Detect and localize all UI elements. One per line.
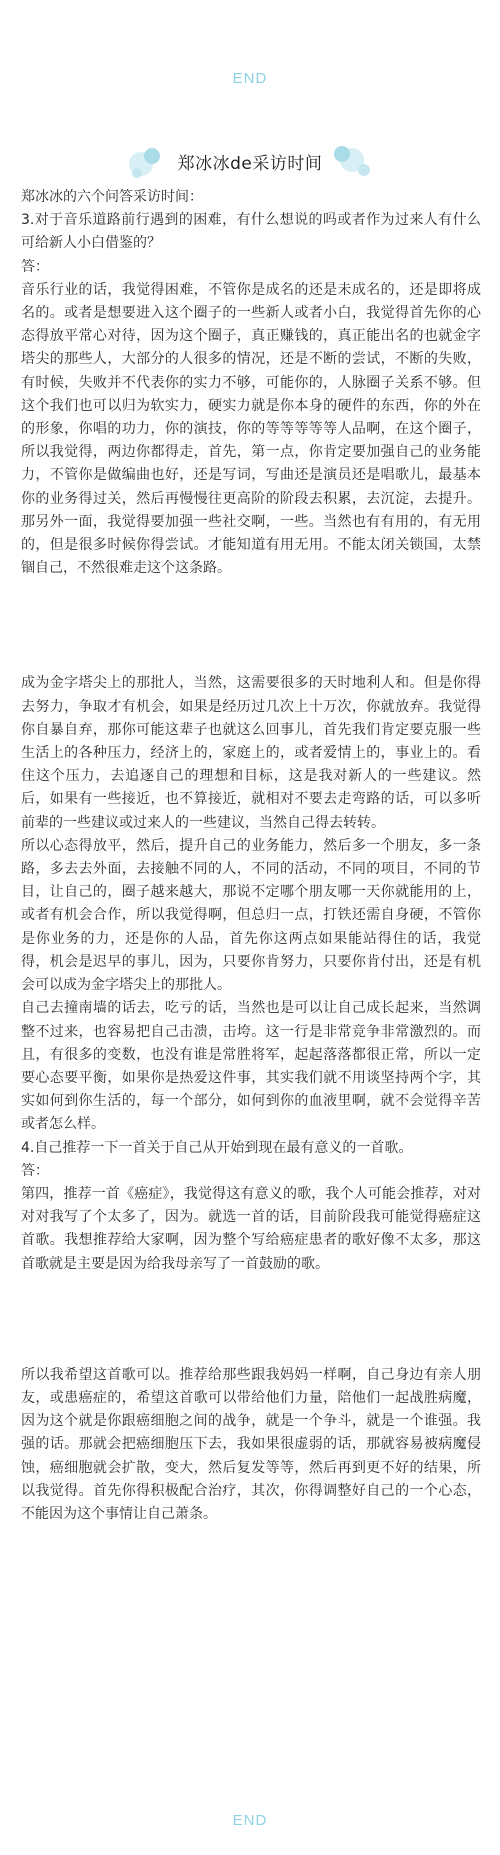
answer-label: 答： bbox=[21, 258, 49, 275]
interview-body bbox=[21, 186, 481, 1526]
section-header bbox=[0, 140, 500, 184]
section-title: 郑冰冰de采访时间 bbox=[177, 154, 323, 174]
question-4: 4.自己推荐一下一首关于自己从开始到现在最有意义的一首歌。 bbox=[21, 1139, 413, 1156]
decorative-bubbles-icon bbox=[330, 142, 376, 182]
answer-4-paragraph-1: 第四，推荐一首《癌症》，我觉得这有意义的歌，我个人可能会推荐，对对对对我写了个太多了，因为。就选一首的话，目前阶段我可能觉得癌症这首歌。我想推荐给大家啊，因为整个写给癌症患者的歌好像不太多，那这首歌就是主要是因为给我母亲写了一首鼓励的歌。 bbox=[21, 1185, 481, 1272]
answer-3-paragraph-1: 音乐行业的话，我觉得困难，不管你是成名的还是未成名的，还是即将成名的。或者是想要进入这个圈子的一些新人或者小白，我觉得首先你的心态得放平常心对待，因为这个圈子，真正赚钱的，真正能出名的也就金字塔尖的那些人，大部分的人很多的情况，还是不断的尝试，不断的失败，有时候，失败并不代表你的实力不够，可能你的，人脉圈子关系不够。但这个我们也可以归为软实力，硬实力就是你本身的硬件的东西，你的外在的形象，你唱的功力，你的演技，你的等等等等等人品啊，在这个圈子，所以我觉得，两边你都得走，首先，第一点，你肯定要加强自己的业务能力，不管你是做编曲也好，还是写词，写曲还是演员还是唱歌儿，最基本你的业务得过关，然后再慢慢往更高阶的阶段去积累，去沉淀，去提升。那另外一面，我觉得要加强一些社交啊，一些。当然也有有用的，有无用的，但是很多时候你得尝试。才能知道有用无用。不能太闭关锁国，太禁锢自己，不然很难走这个这条路。 bbox=[21, 281, 481, 577]
answer-4-paragraph-2: 所以我希望这首歌可以。推荐给那些跟我妈妈一样啊，自己身边有亲人朋友，或患癌症的，希望这首歌可以带给他们力量，陪他们一起战胜病魔，因为这个就是你跟癌细胞之间的战争，就是一个争斗，就是一个谁强。我强的话。那就会把癌细胞压下去，我如果很虚弱的话，那就容易被病魔侵蚀，癌细胞就会扩散，变大，然后复发等等，然后再到更不好的结果，所以我觉得。首先你得积极配合治疗，其次，你得调整好自己的一个心态，不能因为这个事情让自己萧条。 bbox=[21, 1366, 481, 1522]
question-3: 3.对于音乐道路前行遇到的困难，有什么想说的吗或者作为过来人有什么可给新人小白借鉴的？ bbox=[21, 212, 481, 252]
answer-3-paragraph-4: 自己去撞南墙的话去，吃亏的话，当然也是可以让自己成长起来，当然调整不过来，也容易把自己击溃，击垮。这一行是非常竞争非常激烈的。而且，有很多的变数，也没有谁是常胜将军，起起落落都很正常，所以一定要心态要平衡，如果你是热爱这件事，其实我们就不用谈坚持两个字，其实如何到你生活的，每一个部分，如何到你的血液里啊，就不会觉得辛苦或者怎么样。 bbox=[21, 1000, 481, 1133]
answer-3-paragraph-3: 所以心态得放平，然后，提升自己的业务能力，然后多一个朋友，多一条路，多去去外面，去接触不同的人，不同的活动，不同的项目，不同的节目，让自己的，圈子越来越大，那说不定哪个朋友哪一天你就能用的上，或者有机会合作，所以我觉得啊，但总归一点，打铁还需自身硬，不管你是你业务的力，还是你的人品，首先你这两点如果能站得住的话，我觉得，机会是迟早的事儿，因为，只要你肯努力，只要你肯付出，还是有机会可以成为金字塔尖上的那批人。 bbox=[21, 837, 481, 994]
end-marker-top: END bbox=[232, 70, 268, 87]
intro-line: 郑冰冰的六个问答采访时间： bbox=[21, 189, 203, 205]
end-marker-bottom: END bbox=[232, 1812, 268, 1829]
answer-label: 答： bbox=[21, 1162, 49, 1179]
answer-3-paragraph-2: 成为金字塔尖上的那批人，当然，这需要很多的天时地利人和。但是你得去努力，争取才有机会，如果是经历过几次上十万次，你就放弃。我觉得你自暴自弃，那你可能这辈子也就这么回事儿，首先我们肯定要克服一些生活上的各种压力，经济上的，家庭上的，或者爱情上的，事业上的。看住这个压力，去追逐自己的理想和目标，这是我对新人的一些建议。然后，如果有一些接近，也不算接近，就相对不要去走弯路的话，可以多听前辈的一些建议或过来人的一些建议，当然自己得去转转。 bbox=[21, 675, 481, 831]
